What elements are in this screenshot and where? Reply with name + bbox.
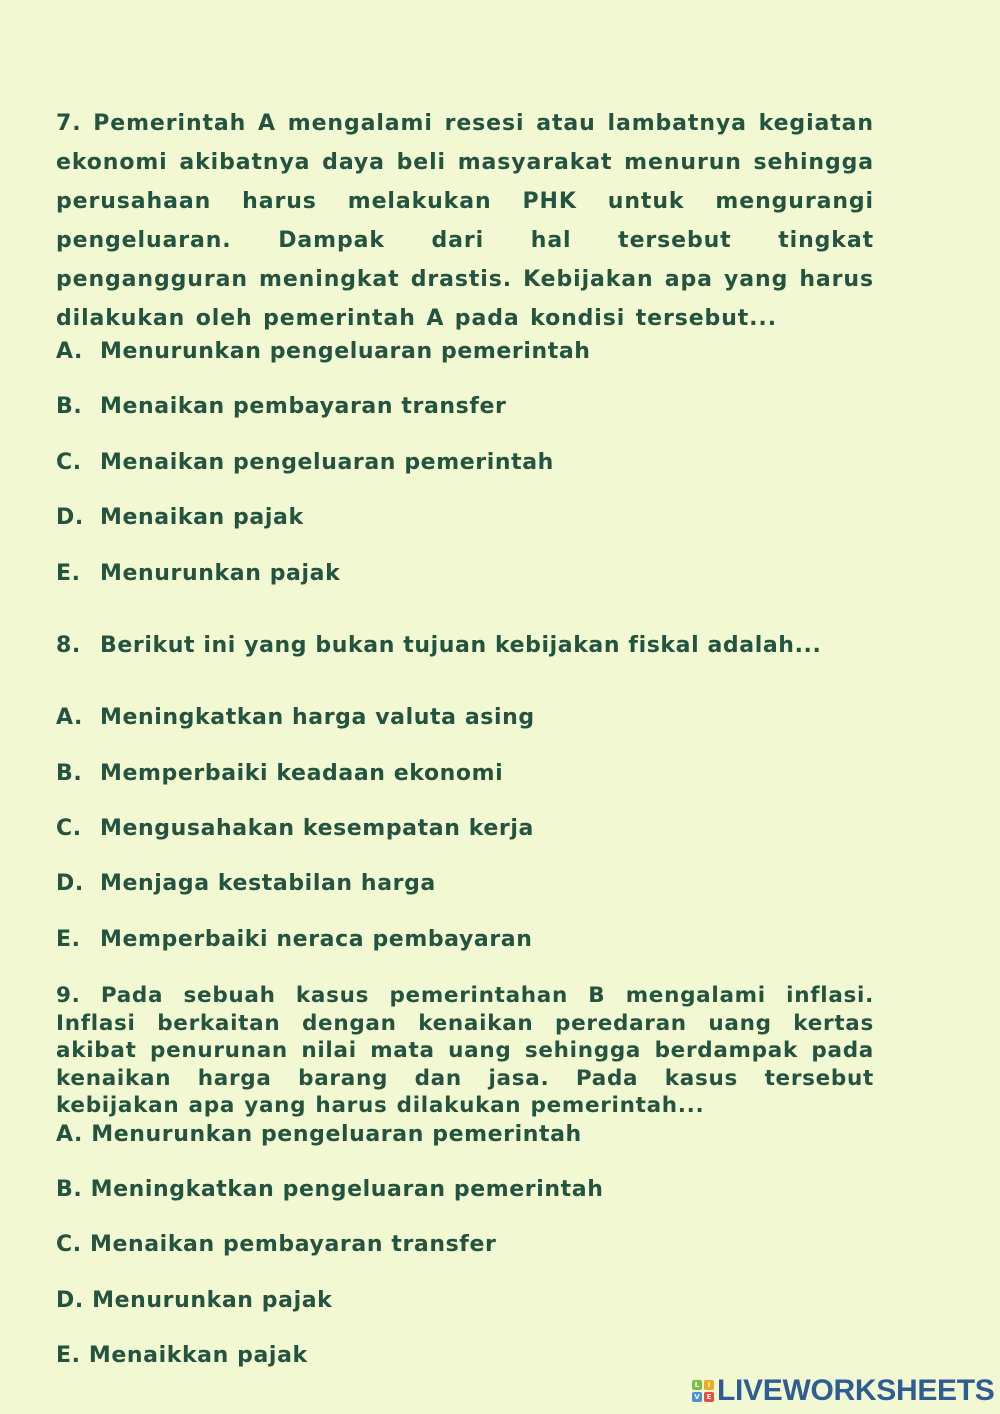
q8-option-c[interactable]	[56, 814, 534, 844]
q9-option-e[interactable]: E. Menaikkan pajak	[56, 1343, 308, 1368]
option-label: E.	[56, 561, 81, 586]
liveworksheets-logo[interactable]	[692, 1374, 995, 1408]
option-label: C.	[56, 816, 82, 841]
option-label: A.	[56, 705, 83, 730]
option-label: A.	[56, 339, 83, 364]
q8-option-a[interactable]	[56, 703, 535, 733]
option-text: Menaikan pajak	[100, 505, 304, 530]
option-text: Menaikan pengeluaran pemerintah	[100, 450, 554, 475]
question-number: 8.	[56, 633, 81, 658]
liveworksheets-logo-text: LIVEWORKSHEETS	[717, 1374, 995, 1407]
question-text: Berikut ini yang bukan tujuan kebijakan fiskal adalah...	[100, 633, 822, 658]
q8-option-e[interactable]	[56, 925, 533, 955]
q8-option-d[interactable]	[56, 869, 436, 899]
option-text: Mengusahakan kesempatan kerja	[100, 816, 534, 841]
option-text: Menurunkan pajak	[100, 561, 341, 586]
q8-option-b[interactable]	[56, 759, 503, 789]
option-label: B.	[56, 394, 83, 419]
logo-mark-cell: V	[692, 1392, 702, 1402]
liveworksheets-logo-icon	[692, 1380, 714, 1402]
q9-option-d[interactable]: D. Menurunkan pajak	[56, 1288, 333, 1313]
question-7-text: 7. Pemerintah A mengalami resesi atau lambatnya kegiatan ekonomi akibatnya daya beli masyarakat menurun sehingga perusahaan harus melakukan PHK untuk mengurangi pengeluaran. Dampak dari hal tersebut tingkat pengangguran meningkat drastis. Kebijakan apa yang harus dilakukan oleh pemerintah A pada kondisi tersebut...	[56, 111, 874, 331]
q7-option-e[interactable]	[56, 559, 340, 589]
q9-option-a[interactable]: A. Menurunkan pengeluaran pemerintah	[56, 1122, 582, 1147]
option-text: Meningkatkan harga valuta asing	[100, 705, 535, 730]
option-text: Menaikan pembayaran transfer	[100, 394, 507, 419]
option-label: B.	[56, 761, 83, 786]
q7-option-b[interactable]	[56, 392, 506, 422]
logo-mark-cell: L	[692, 1380, 702, 1390]
option-text: Menjaga kestabilan harga	[100, 871, 436, 896]
option-label: D.	[56, 871, 84, 896]
logo-mark-cell: E	[704, 1392, 714, 1402]
option-label: C.	[56, 450, 82, 475]
logo-mark-cell: I	[704, 1380, 714, 1390]
q7-option-d[interactable]	[56, 503, 304, 533]
q9-option-b[interactable]: B. Meningkatkan pengeluaran pemerintah	[56, 1177, 604, 1202]
option-text: Menurunkan pengeluaran pemerintah	[100, 339, 591, 364]
q7-option-c[interactable]	[56, 448, 554, 478]
q9-option-c[interactable]: C. Menaikan pembayaran transfer	[56, 1232, 497, 1257]
option-label: D.	[56, 505, 84, 530]
question-9-text: 9. Pada sebuah kasus pemerintahan B mengalami inflasi. Inflasi berkaitan dengan kenaikan peredaran uang kertas akibat penurunan nilai mata uang sehingga berdampak pada kenaikan harga barang dan jasa. Pada kasus tersebut kebijakan apa yang harus dilakukan pemerintah...	[56, 983, 874, 1118]
option-text: Memperbaiki keadaan ekonomi	[100, 761, 504, 786]
option-text: Memperbaiki neraca pembayaran	[100, 927, 533, 952]
q7-option-a[interactable]	[56, 337, 591, 367]
question-8-text	[56, 631, 821, 661]
option-label: E.	[56, 927, 81, 952]
